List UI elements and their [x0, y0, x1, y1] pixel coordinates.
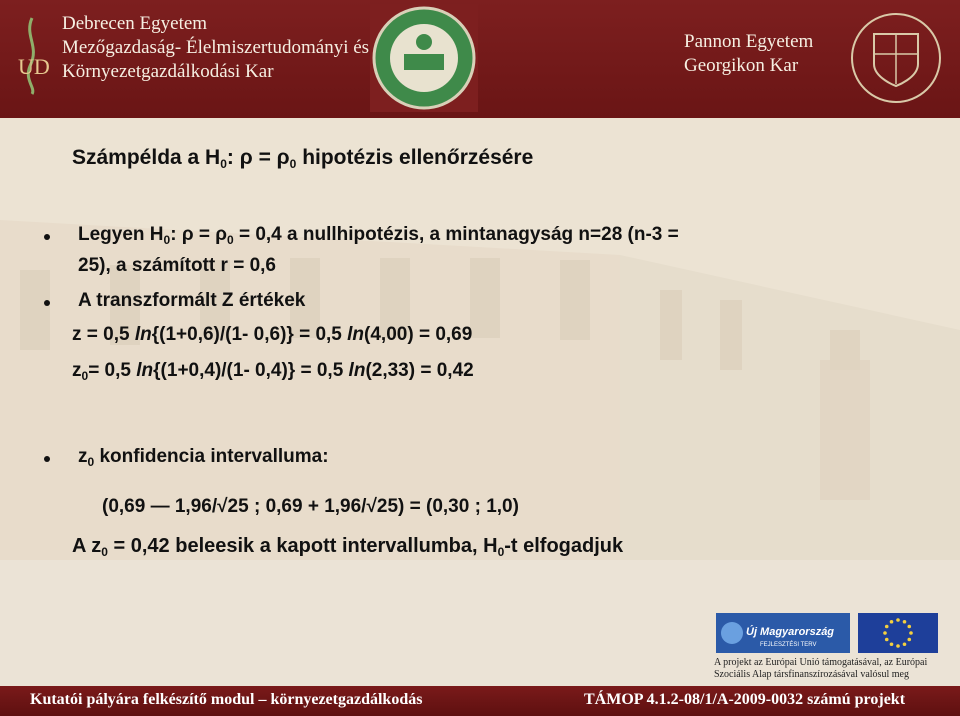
university-seal-icon: [370, 4, 478, 112]
eu-funding-note: A projekt az Európai Unió támogatásával, az Európai Szociális Alap társfinanszírozásával valósul meg: [714, 657, 928, 680]
conclusion: A $z_0 = 0,42$ beleesik a kapott intervallumba, $H_0-t$ elfogadjuk: [72, 535, 624, 559]
bullet-dot: [44, 234, 50, 240]
university-name-left: [62, 12, 369, 84]
bullet-hypothesis: Legyen $H_0$: $\rho = \rho_0 = 0,4$ a nullhipotézis, a mintanagyság n=28 (n-3 =: [78, 224, 679, 247]
eu-flag-icon: [858, 613, 938, 653]
footer-module-title: Kutatói pályára felkészítő modul – környezetgazdálkodás: [30, 691, 423, 708]
header-bar: [0, 0, 960, 118]
bullet-transformed: A transzformált Z értékek: [78, 290, 306, 311]
footer-bar: [0, 686, 960, 716]
eu-star: [909, 631, 913, 635]
university-line-3: Környezetgazdálkodási Kar: [62, 61, 274, 82]
eu-star: [890, 620, 894, 624]
university-crest-icon: [846, 4, 946, 112]
eu-star: [907, 638, 911, 642]
eu-star: [885, 638, 889, 642]
um-logo-text: Új Magyarország: [746, 626, 835, 638]
confidence-interval: (0,69 — 1,96/√25 ; 0,69 + 1,96/√25) = (0,30 ; 1,0): [102, 496, 519, 517]
footer-project-id: TÁMOP 4.1.2-08/1/A-2009-0032 számú projekt: [584, 691, 906, 708]
bullet-hypothesis-continued: 25), a számított r = 0,6: [78, 255, 276, 276]
bullet-dot: [44, 300, 50, 306]
university-name-right: [684, 30, 813, 78]
pannon-line-1: Pannon Egyetem: [684, 31, 814, 52]
um-logo-subtext: FEJLESZTÉSI TERV: [760, 642, 817, 648]
ud-logo-text: UD: [18, 54, 50, 79]
ud-logo-icon: [14, 16, 50, 96]
bullet-confidence: $z_0$ konfidencia intervalluma:: [78, 446, 329, 469]
eu-star: [883, 631, 887, 635]
eu-star: [885, 625, 889, 629]
equation-z: z = 0,5 ln{(1+0,6)/(1- 0,6)} = 0,5 ln(4,00) = 0,69: [72, 324, 473, 345]
university-line-2: Mezőgazdaság- Élelmiszertudományi és: [62, 37, 370, 58]
eu-star: [903, 620, 907, 624]
eu-star: [907, 625, 911, 629]
bullet-dot: [44, 456, 50, 462]
eu-star: [890, 642, 894, 646]
university-line-1: Debrecen Egyetem: [62, 13, 208, 34]
eu-star: [903, 642, 907, 646]
eu-star: [896, 618, 900, 622]
pannon-line-2: Georgikon Kar: [684, 55, 799, 76]
uj-magyarorszag-logo: [716, 613, 850, 653]
slide-title: Számpélda a $H_0$: $\rho = \rho_0$ hipotézis ellenőrzésére: [72, 146, 534, 171]
eu-star: [896, 644, 900, 648]
equation-z0: $z_0= 0,5$ ln{(1+0,4)/(1- 0,4)} = 0,5 ln(2,33) = 0,42: [72, 360, 474, 383]
